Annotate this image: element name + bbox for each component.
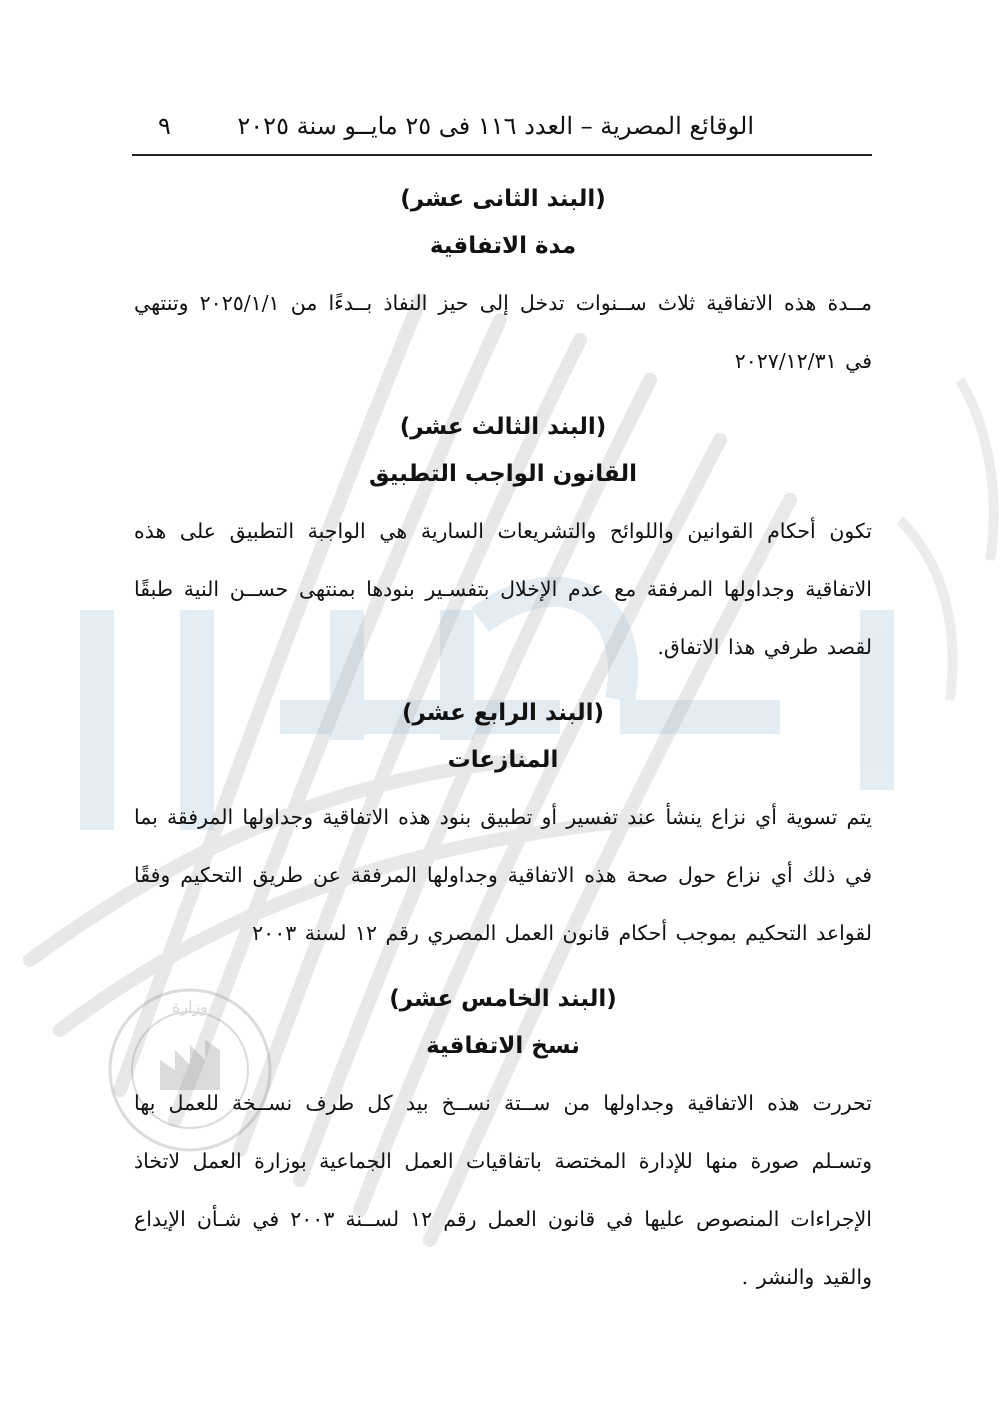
clause-subheading: مدة الاتفاقية (429, 233, 577, 259)
page-header (132, 108, 872, 156)
clause-subheading: القانون الواجب التطبيق (369, 461, 637, 487)
clause-subheading: المنازعات (447, 747, 559, 773)
clause-heading: (البند الثانى عشر) (400, 186, 606, 212)
clause-paragraph: تكون أحكام القوانين واللوائح والتشريعات السارية هي الواجبة التطبيق على هذه الاتفاقية وجداولها المرفقة مع عدم الإخلال بتفسـير بنودها بمنتهى حســن النية طبقًا لقصد طرفي هذا الاتفاق. (134, 519, 872, 659)
clause-12 (134, 180, 872, 390)
clause-paragraph: تحررت هذه الاتفاقية وجداولها من ســتة نســخ بيد كل طرف نســخة للعمل بها وتسـلم صورة منها للإدارة المختصة باتفاقيات العمل الجماعية بوزارة العمل لاتخاذ الإجراءات المنصوص عليها في قانون العمل رقم ١٢ لســنة ٢٠٠٣ في شـأن الإيداع والقيد والنشر . (134, 1091, 873, 1289)
clause-paragraph: يتم تسوية أي نزاع ينشأ عند تفسير أو تطبيق بنود هذه الاتفاقية وجداولها المرفقة بما في ذلك أي نزاع حول صحة هذه الاتفاقية وجداولها المرفقة عن طريق التحكيم وفقًا لقواعد التحكيم بموجب أحكام قانون العمل المصري رقم ١٢ لسنة ٢٠٠٣ (134, 805, 872, 945)
svg-text:وزارة: وزارة (171, 997, 209, 1016)
document-body (134, 166, 872, 1306)
clause-15 (134, 980, 872, 1306)
page-number: ٩ (158, 112, 171, 140)
clause-heading: (البند الثالث عشر) (399, 414, 607, 440)
clause-heading: (البند الخامس عشر) (389, 986, 617, 1012)
clause-heading: (البند الرابع عشر) (401, 700, 605, 726)
clause-14 (134, 694, 872, 962)
gazette-header-title: الوقائع المصرية – العدد ١١٦ فى ٢٥ مايــو سنة ٢٠٢٥ (237, 112, 754, 140)
clause-13 (134, 408, 872, 676)
clause-paragraph: مــدة هذه الاتفاقية ثلاث ســنوات تدخل إلى حيز النفاذ بــدءًا من ٢٠٢٥/١/١ وتنتهي في ٢٠٢٧/١٢/٣١ (134, 291, 873, 373)
clause-subheading: نسخ الاتفاقية (426, 1033, 580, 1059)
